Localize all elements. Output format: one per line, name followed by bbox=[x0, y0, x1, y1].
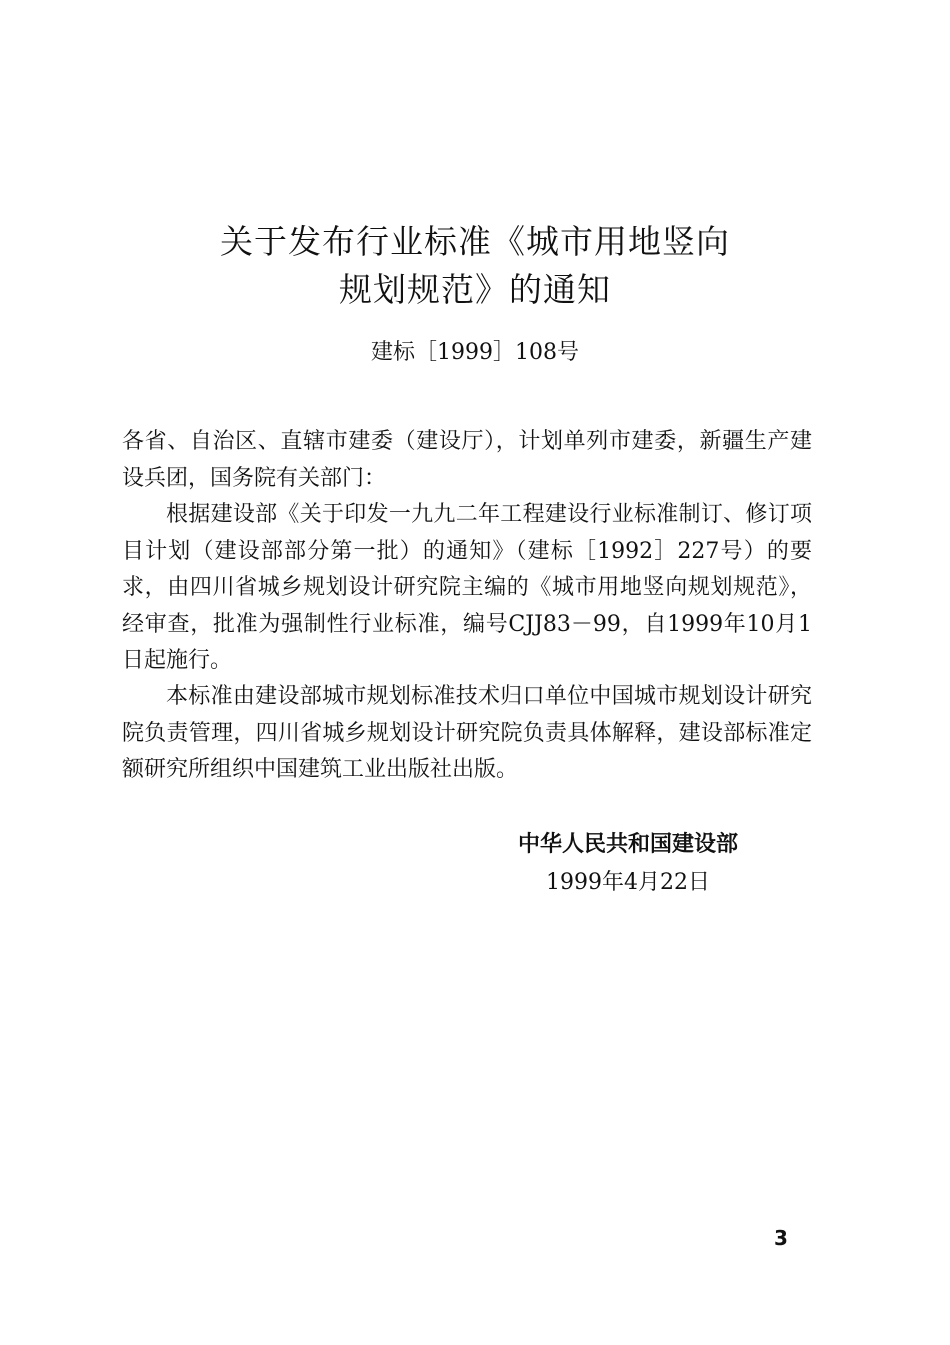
body-paragraph-1: 根据建设部《关于印发一九九二年工程建设行业标准制订、修订项目计划（建设部部分第一批）的通知》（建标［1992］227号）的要求，由四川省城乡规划设计研究院主编的《城市用地竖向规划规范》，经审查，批准为强制性行业标准，编号CJJ83－99，自1999年10月1日起施行。 bbox=[122, 502, 812, 673]
signature-organization: 中华人民共和国建设部 bbox=[518, 832, 739, 857]
page-number: 3 bbox=[774, 1226, 788, 1250]
document-title-line-2: 规划规范》的通知 bbox=[339, 270, 611, 309]
signature-date: 1999年4月22日 bbox=[546, 870, 710, 895]
document-title-line-1: 关于发布行业标准《城市用地竖向 bbox=[220, 222, 730, 261]
body-paragraph-2: 本标准由建设部城市规划标准技术归口单位中国城市规划设计研究院负责管理，四川省城乡规划设计研究院负责具体解释，建设部标准定额研究所组织中国建筑工业出版社出版。 bbox=[122, 684, 812, 782]
addressees-paragraph: 各省、自治区、直辖市建委（建设厅），计划单列市建委，新疆生产建设兵团，国务院有关部门： bbox=[122, 429, 812, 491]
document-number: 建标［1999］108号 bbox=[371, 340, 579, 365]
